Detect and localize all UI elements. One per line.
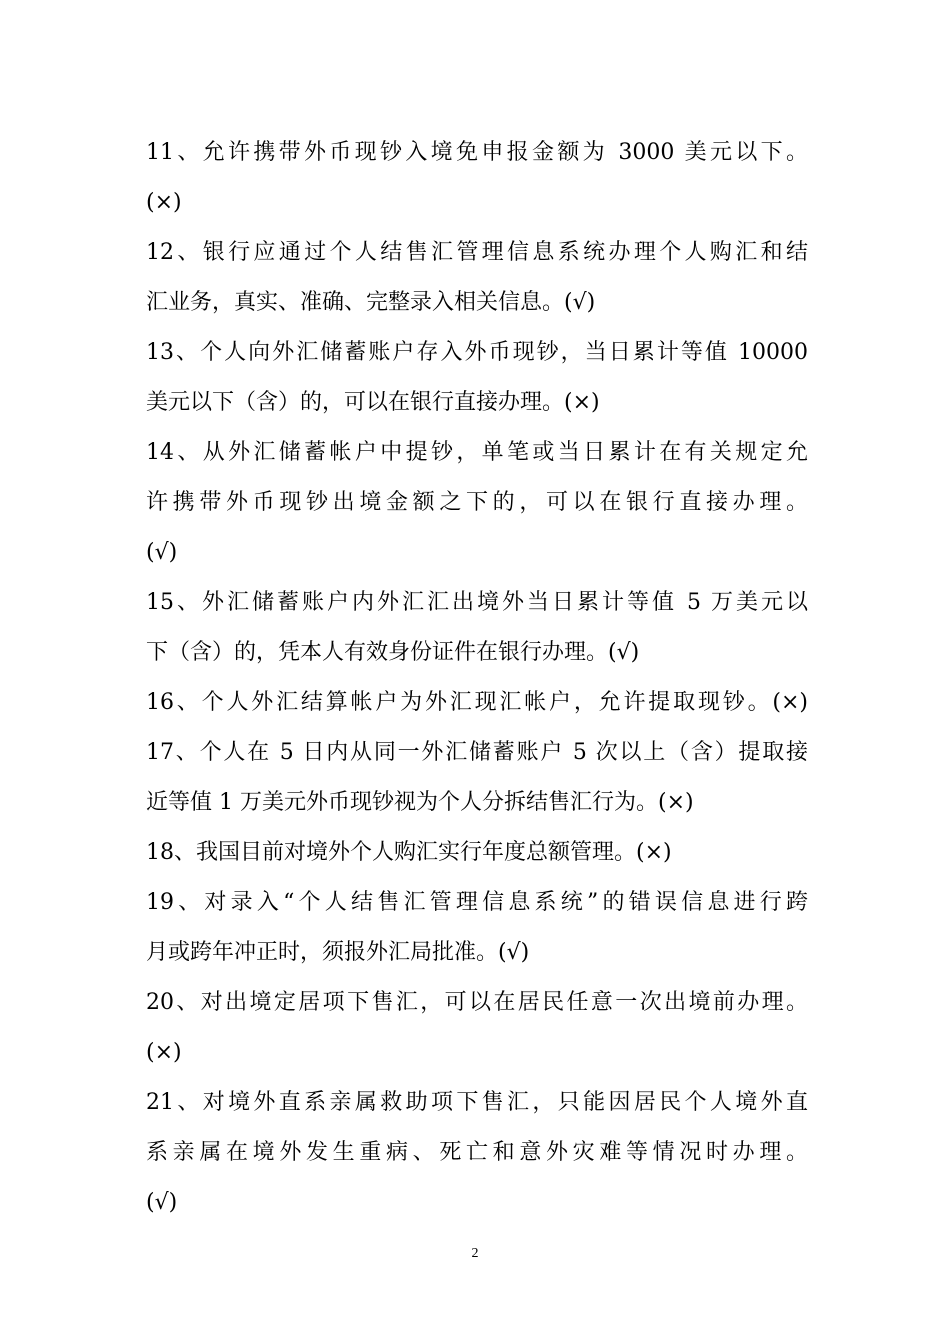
text-line: (×) bbox=[146, 190, 182, 215]
text-line: 下（含）的，凭本人有效身份证件在银行办理。(√) bbox=[146, 640, 640, 665]
text-line: (√) bbox=[146, 540, 178, 565]
text-line: 13、个人向外汇储蓄账户存入外币现钞，当日累计等值 10000 bbox=[146, 340, 808, 365]
text-line: 21、对境外直系亲属救助项下售汇，只能因居民个人境外直 bbox=[146, 1090, 808, 1115]
text-line: 11、允许携带外币现钞入境免申报金额为 3000 美元以下。 bbox=[146, 140, 808, 165]
text-line: 12、银行应通过个人结售汇管理信息系统办理个人购汇和结 bbox=[146, 240, 808, 265]
text-line: 14、从外汇储蓄帐户中提钞，单笔或当日累计在有关规定允 bbox=[146, 440, 808, 465]
text-line: 15、外汇储蓄账户内外汇汇出境外当日累计等值 5 万美元以 bbox=[146, 590, 808, 615]
text-line: (×) bbox=[146, 1040, 182, 1065]
text-line: (√) bbox=[146, 1190, 178, 1215]
page-number: 2 bbox=[471, 1246, 479, 1261]
text-line: 19、对录入“个人结售汇管理信息系统”的错误信息进行跨 bbox=[146, 890, 808, 915]
text-line: 许携带外币现钞出境金额之下的，可以在银行直接办理。 bbox=[146, 490, 808, 515]
text-line: 17、个人在 5 日内从同一外汇储蓄账户 5 次以上（含）提取接 bbox=[146, 740, 808, 765]
text-line: 系亲属在境外发生重病、死亡和意外灾难等情况时办理。 bbox=[146, 1140, 808, 1165]
question-list bbox=[146, 128, 808, 1228]
text-line: 18、我国目前对境外个人购汇实行年度总额管理。(×) bbox=[146, 840, 672, 865]
text-line: 20、对出境定居项下售汇，可以在居民任意一次出境前办理。 bbox=[146, 990, 808, 1015]
text-line: 汇业务，真实、准确、完整录入相关信息。(√) bbox=[146, 290, 596, 315]
text-line: 近等值 1 万美元外币现钞视为个人分拆结售汇行为。(×) bbox=[146, 790, 694, 815]
text-line: 16、个人外汇结算帐户为外汇现汇帐户，允许提取现钞。(×) bbox=[146, 690, 808, 715]
text-line: 美元以下（含）的，可以在银行直接办理。(×) bbox=[146, 390, 600, 415]
text-line: 月或跨年冲正时，须报外汇局批准。(√) bbox=[146, 940, 530, 965]
